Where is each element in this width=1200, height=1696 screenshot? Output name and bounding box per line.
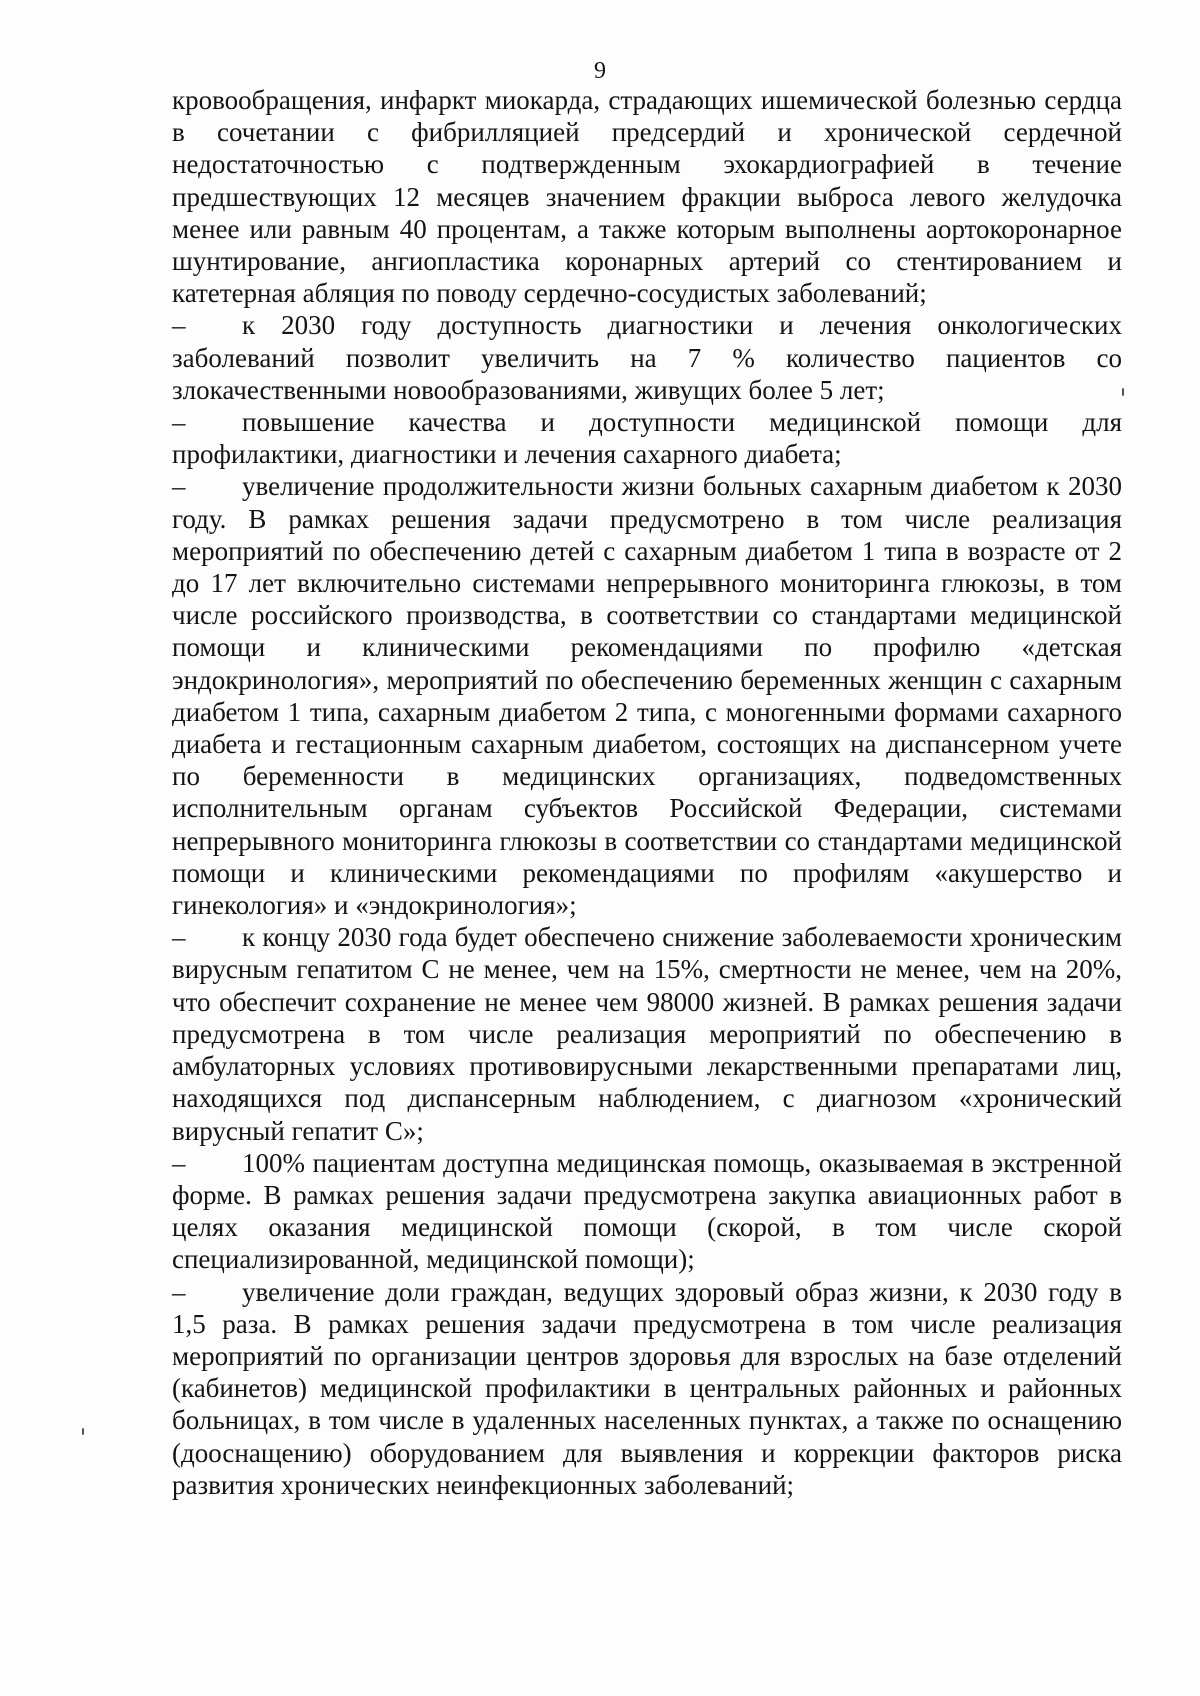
dash-bullet: –: [172, 1276, 186, 1307]
dash-bullet: –: [172, 922, 186, 953]
list-item: [172, 1147, 1122, 1276]
paragraph-continuation: [172, 84, 1122, 309]
dash-bullet: –: [172, 1147, 186, 1178]
paragraph-text: кровообращения, инфаркт миокарда, страдающих ишемической болезнью сердца в сочетании с фибрилляцией предсердий и хронической сердечной недостаточностью с подтвержденным эхокардиографией в течение предшествующих 12 месяцев значением фракции выброса левого желудочка менее или равным 40 процентам, а также которым выполнены аортокоронарное шунтирование, ангиопластика коронарных артерий со стентированием и катетерная абляция по поводу сердечно-сосудистых заболеваний;: [172, 85, 1122, 309]
list-item: [172, 921, 1122, 1146]
list-item-text: увеличение продолжительности жизни больных сахарным диабетом к 2030 году. В рамках решения задачи предусмотрено в том числе реализация мероприятий по обеспечению детей с сахарным диабетом 1 типа в возрасте от 2 до 17 лет включительно системами непрерывного мониторинга глюкозы, в том числе российского производства, в соответствии со стандартами медицинской помощи и клиническими рекомендациями по профилю «детская эндокринология», мероприятий по обеспечению беременных женщин с сахарным диабетом 1 типа, сахарным диабетом 2 типа, с моногенными формами сахарного диабета и гестационным сахарным диабетом, состоящих на диспансерном учете по беременности в медицинских организациях, подведомственных исполнительным органам субъектов Российской Федерации, системами непрерывного мониторинга глюкозы в соответствии со стандартами медицинской помощи и клиническими рекомендациями по профилям «акушерство и гинекология» и «эндокринология»;: [172, 471, 1122, 921]
list-item: [172, 309, 1122, 406]
list-item: [172, 1276, 1122, 1501]
list-item-text: 100% пациентам доступна медицинская помощь, оказываемая в экстренной форме. В рамках решения задачи предусмотрена закупка авиационных работ в целях оказания медицинской помощи (скорой, в том числе скорой специализированной, медицинской помощи);: [172, 1147, 1122, 1275]
list-item-text: к концу 2030 года будет обеспечено снижение заболеваемости хроническим вирусным гепатитом С не менее, чем на 15%, смертности не менее, чем на 20%, что обеспечит сохранение не менее чем 98000 жизней. В рамках решения задачи предусмотрена в том числе реализация мероприятий по обеспечению в амбулаторных условиях противовирусными лекарственными препаратами лиц, находящихся под диспансерным наблюдением, с диагнозом «хронический вирусный гепатит С»;: [172, 922, 1122, 1146]
list-item: [172, 406, 1122, 470]
list-item-text: увеличение доли граждан, ведущих здоровый образ жизни, к 2030 году в 1,5 раза. В рамках решения задачи предусмотрена в том числе реализация мероприятий по организации центров здоровья для взрослых на базе отделений (кабинетов) медицинской профилактики в центральных районных и районных больницах, в том числе в удаленных населенных пунктах, а также по оснащению (дооснащению) оборудованием для выявления и коррекции факторов риска развития хронических неинфекционных заболеваний;: [172, 1276, 1122, 1500]
body-text: [172, 84, 1122, 1501]
scan-speck: [82, 1428, 84, 1435]
dash-bullet: –: [172, 471, 186, 502]
list-item: [172, 470, 1122, 921]
dash-bullet: –: [172, 310, 186, 341]
list-item-text: к 2030 году доступность диагностики и лечения онкологических заболеваний позволит увеличить на 7 % количество пациентов со злокачественными новообразованиями, живущих более 5 лет;: [172, 310, 1122, 405]
page-number: 9: [594, 58, 606, 84]
scan-speck: [1122, 388, 1124, 396]
list-item-text: повышение качества и доступности медицинской помощи для профилактики, диагностики и лечения сахарного диабета;: [172, 407, 1122, 470]
dash-bullet: –: [172, 407, 186, 438]
